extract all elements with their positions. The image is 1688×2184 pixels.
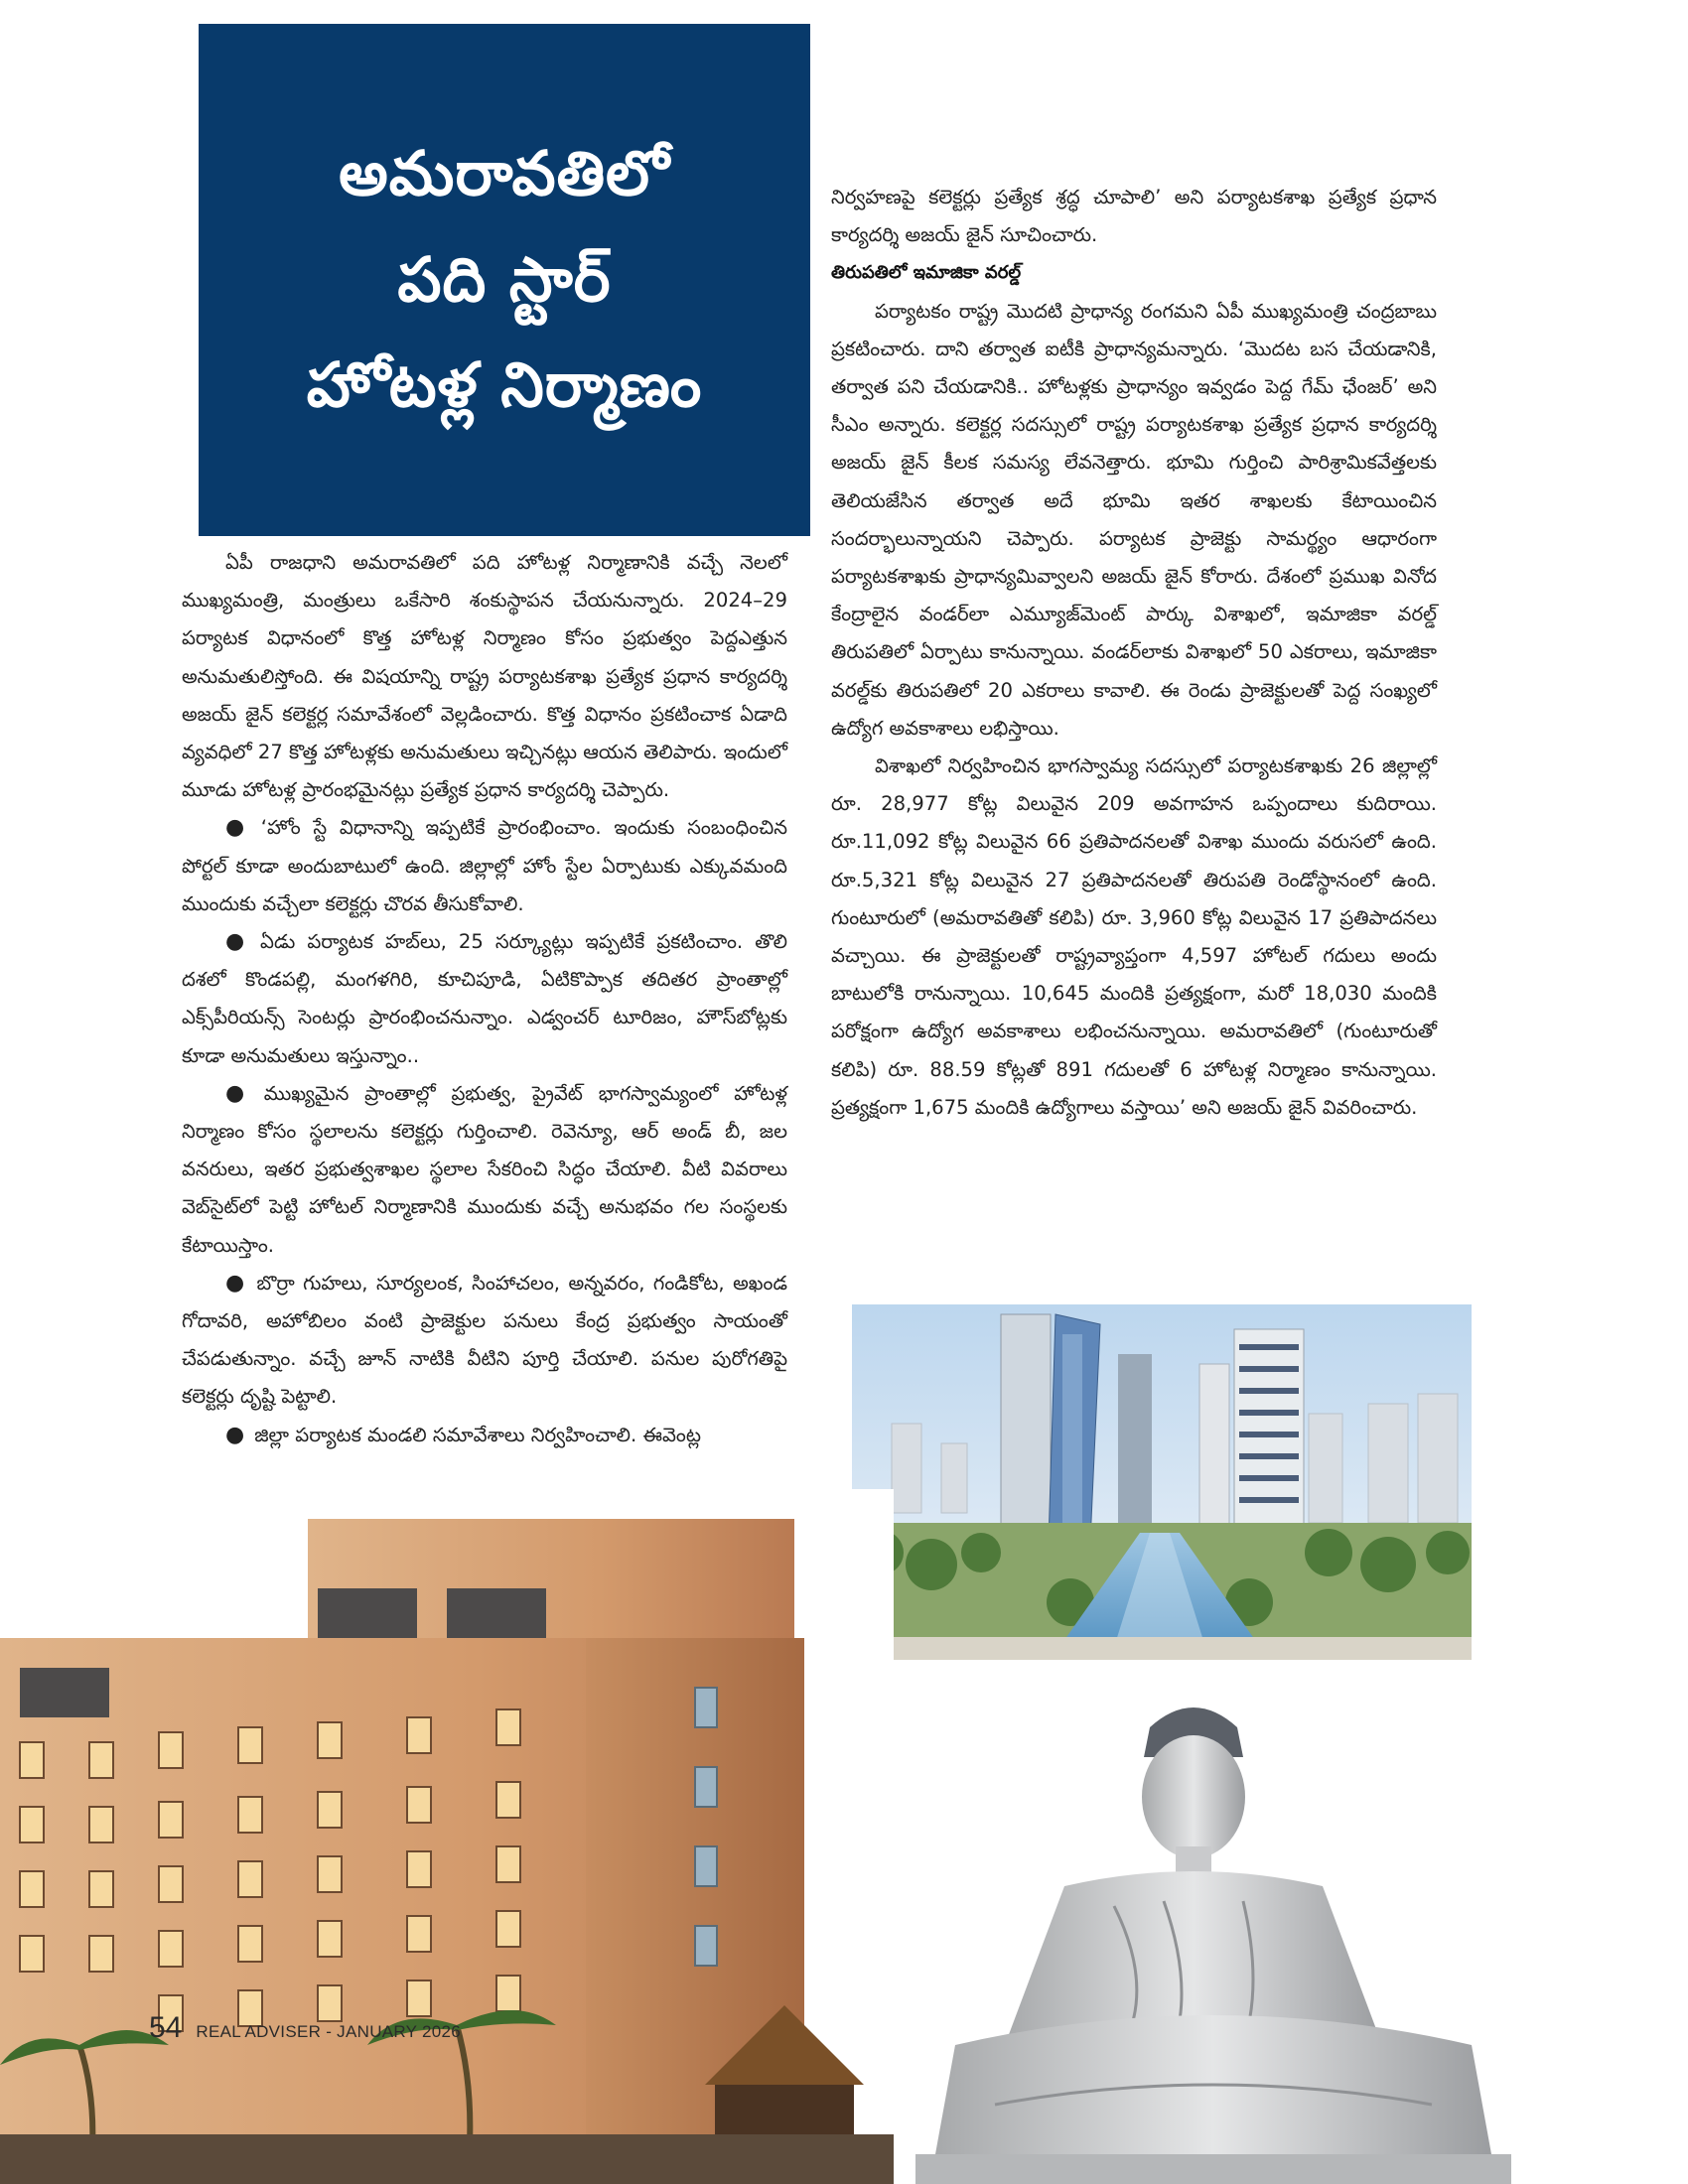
bullet-dot-icon: ● (225, 1080, 254, 1106)
hotel-building-image (0, 1489, 894, 2184)
page-number: 54 (149, 2011, 183, 2044)
city-rendering-image (852, 1304, 1472, 1660)
hotel-building-svg (0, 1489, 894, 2184)
bullet-item (182, 1075, 787, 1265)
section-subheading: తిరుపతిలో ఇమాజికా వరల్డ్ (831, 262, 1022, 284)
bullet-item (182, 1417, 787, 1454)
bullet-text: ఏడు పర్యాటక హబ్‌లు, 25 సర్క్యూట్లు ఇప్పటికే ప్రకటించాం. తొలి దశలో కొండపల్లి, మంగళగిరి, కూచిపూడి, ఏటికొప్పాక తదితర ప్రాంతాల్లో ఎక్స్‌పీరియన్స్ సెంటర్లు ప్రారంభించనున్నాం. ఎడ్వంచర్ టూరిజం, హౌస్‌బోట్లకు కూడా అనుమతులు ఇస్తున్నాం.. (182, 930, 787, 1067)
title-box (199, 24, 810, 536)
magazine-issue-label: REAL ADVISER - JANUARY 2026 (196, 2022, 462, 2041)
bullet-dot-icon: ● (225, 1270, 247, 1296)
bullet-item (182, 923, 787, 1075)
headline-line-2: పది స్టార్ (397, 242, 612, 316)
body-paragraph: విశాఖలో నిర్వహించిన భాగస్వామ్య సదస్సులో పర్యాటకశాఖకు 26 జిల్లాల్లో రూ. 28,977 కోట్ల విలువైన 209 అవగాహన ఒప్పందాలు కుదిరాయి. రూ.11,092 కోట్ల విలువైన 66 ప్రతిపాదనలతో విశాఖ ముందు వరుసలో ఉంది. రూ.5,321 కోట్ల విలువైన 27 ప్రతిపాదనలతో తిరుపతి రెండోస్థానంలో ఉంది. గుంటూరులో (అమరావతితో కలిపి) రూ. 3,960 కోట్ల విలువైన 17 ప్రతిపాదనలు వచ్చాయి. ఈ ప్రాజెక్టులతో రాష్ట్రవ్యాప్తంగా 4,597 హోటల్ గదులు అందు బాటులోకి రానున్నాయి. 10,645 మందికి ప్రత్యక్షంగా, మరో 18,030 మందికి పరోక్షంగా ఉద్యోగ అవకాశాలు లభించనున్నాయి. అమరావతిలో (గుంటూరుతో కలిపి) రూ. 88.59 కోట్లతో 891 గదులతో 6 హోటళ్ల నిర్మాణం కానున్నాయి. ప్రత్యక్షంగా 1,675 మందికి ఉద్యోగాలు వస్తాయి’ అని అజయ్ జైన్ వివరించారు. (831, 754, 1437, 1119)
bullet-dot-icon: ● (225, 1422, 245, 1447)
continued-paragraph: నిర్వహణపై కలెక్టర్లు ప్రత్యేక శ్రద్ధ చూపాలి’ అని పర్యాటకశాఖ ప్రత్యేక ప్రధాన కార్యదర్శి అజయ్ జైన్ సూచించారు. (831, 186, 1437, 247)
buddha-statue-image (915, 1688, 1511, 2184)
bullet-item (182, 1265, 787, 1417)
bullet-text: ముఖ్యమైన ప్రాంతాల్లో ప్రభుత్వ, ప్రైవేట్ భాగస్వామ్యంలో హోటళ్ల నిర్మాణం కోసం స్థలాలను కలెక్టర్లు గుర్తించాలి. రెవెన్యూ, ఆర్ అండ్ బీ, జల వనరులు, ఇతర ప్రభుత్వశాఖల స్థలాల సేకరించి సిద్ధం చేయాలి. వీటి వివరాలు వెబ్‌సైట్‌లో పెట్టి హోటల్ నిర్మాణానికి ముందుకు వచ్చే అనుభవం గల సంస్థలకు కేటాయిస్తాం. (182, 1081, 787, 1257)
headline-line-3: హోటళ్ల నిర్మాణం (306, 348, 703, 422)
bullet-text: బొర్రా గుహలు, సూర్యలంక, సింహాచలం, అన్నవరం, గండికోట, అఖండ గోదావరి, అహోబిలం వంటి ప్రాజెక్టుల పనులు కేంద్ర ప్రభుత్వం సాయంతో చేపడుతున్నాం. వచ్చే జూన్ నాటికి వీటిని పూర్తి చేయాలి. పనుల పురోగతిపై కలెక్టర్లు దృష్టి పెట్టాలి. (182, 1271, 787, 1409)
bullet-item (182, 809, 787, 923)
right-column (831, 179, 1437, 1127)
bullet-text: ‘హోం స్టే విధానాన్ని ఇప్పటికే ప్రారంభించాం. ఇందుకు సంబంధించిన పోర్టల్ కూడా అందుబాటులో ఉంది. జిల్లాల్లో హోం స్టేల ఏర్పాటుకు ఎక్కువమంది ముందుకు వచ్చేలా కలెక్టర్లు చొరవ తీసుకోవాలి. (182, 816, 787, 915)
page-footer (149, 2011, 461, 2045)
buddha-statue-svg (915, 1688, 1511, 2184)
left-column (182, 544, 787, 1454)
bullet-text: జిల్లా పర్యాటక మండలి సమావేశాలు నిర్వహించాలి. ఈవెంట్ల (254, 1423, 701, 1446)
bullet-dot-icon: ● (225, 929, 251, 955)
body-paragraph: పర్యాటకం రాష్ట్ర మొదటి ప్రాధాన్య రంగమని ఏపీ ముఖ్యమంత్రి చంద్రబాబు ప్రకటించారు. దాని తర్వాత ఐటీకి ప్రాధాన్యమన్నారు. ‘మొదట బస చేయడానికి, తర్వాత పని చేయడానికి.. హోటళ్లకు ప్రాధాన్యం ఇవ్వడం పెద్ద గేమ్ ఛేంజర్’ అని సీఎం అన్నారు. కలెక్టర్ల సదస్సులో రాష్ట్ర పర్యాటకశాఖ ప్రత్యేక ప్రధాన కార్యదర్శి అజయ్ జైన్ కీలక సమస్య లేవనెత్తారు. భూమి గుర్తించి పారిశ్రామికవేత్తలకు తెలియజేసిన తర్వాత అదే భూమి ఇతర శాఖలకు కేటాయించిన సందర్భాలున్నాయని చెప్పారు. పర్యాటక ప్రాజెక్టు సామర్థ్యం ఆధారంగా పర్యాటకశాఖకు ప్రాధాన్యమివ్వాలని అజయ్ జైన్ కోరారు. దేశంలో ప్రముఖ వినోద కేంద్రాలైన వండర్‌లా ఎమ్యూజ్‌మెంట్ పార్కు విశాఖలో, ఇమాజికా వరల్డ్ తిరుపతిలో ఏర్పాటు కానున్నాయి. వండర్‌లాకు విశాఖలో 50 ఎకరాలు, ఇమాజికా వరల్డ్‌కు తిరుపతిలో 20 ఎకరాలు కావాలి. ఈ రెండు ప్రాజెక్టులతో పెద్ద సంఖ్యలో ఉద్యోగ అవకాశాలు లభిస్తాయి. (831, 299, 1437, 740)
bullet-dot-icon: ● (225, 815, 251, 841)
headline-line-1: అమరావతిలో (339, 137, 670, 210)
intro-paragraph: ఏపీ రాజధాని అమరావతిలో పది హోటళ్ల నిర్మాణానికి వచ్చే నెలలో ముఖ్యమంత్రి, మంత్రులు ఒకేసారి శంకుస్థాపన చేయనున్నారు. 2024–29 పర్యాటక విధానంలో కొత్త హోటళ్ల నిర్మాణం కోసం ప్రభుత్వం పెద్దఎత్తున అనుమతులిస్తోంది. ఈ విషయాన్ని రాష్ట్ర పర్యాటకశాఖ ప్రత్యేక ప్రధాన కార్యదర్శి అజయ్ జైన్ కలెక్టర్ల సమావేశంలో వెల్లడించారు. కొత్త విధానం ప్రకటించాక ఏడాది వ్యవధిలో 27 కొత్త హోటళ్లకు అనుమతులు ఇచ్చినట్లు ఆయన తెలిపారు. ఇందులో మూడు హోటళ్ల ప్రారంభమైనట్లు ప్రత్యేక ప్రధాన కార్యదర్శి చెప్పారు. (182, 551, 787, 802)
city-rendering-svg (852, 1304, 1472, 1660)
